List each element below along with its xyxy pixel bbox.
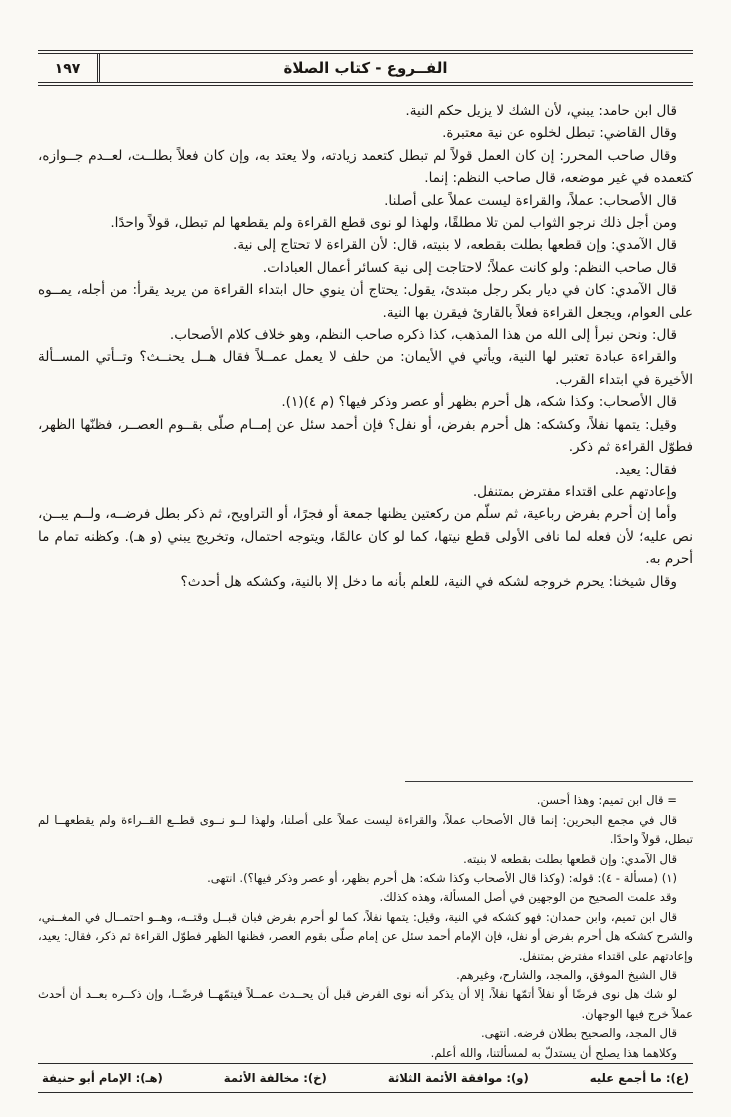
page-header [38, 50, 693, 86]
book-title: الفــروع - كتاب الصلاة [283, 59, 448, 77]
body-paragraph: قال الآمدي: وإن قطعها بطلت بقطعه، لا بنيته، قال: لأن القراءة لا تحتاج إلى نية. [233, 237, 677, 254]
body-paragraph: فقال: يعيد. [614, 461, 677, 478]
body-paragraph: والقراءة عبادة تعتبر لها النية، ويأتي في الأيمان: من حلف لا يعمل عمــلاً فقال هــل يحنــث؟ وتــأتي المســألة الأخيرة في ابتداء القرب. [38, 349, 693, 388]
footnote-paragraph: = قال ابن تميم: وهذا أحسن. [536, 793, 677, 808]
footnote-paragraph: قال المجد، والصحيح بطلان فرضه. انتهى. [480, 1026, 677, 1041]
footer-legend-item: (خ): مخالفة الأئمة [223, 1071, 327, 1085]
body-paragraph: وأما إن أحرم بفرض رباعية، ثم سلّم من ركعتين يظنها جمعة أو فجرًا، أو التراويح، ثم ذكر بطل فرضــه، ولــم يبــن، نص عليه؛ لأن فعله لما نافى الأولى قطع نيتها، كما لو كان عالمًا، ويتوجه احتمال، وتخريج يبني (و هـ). وكظنه تمام ما أحرم به. [38, 506, 693, 568]
footer-legend-item: (ع): ما أجمع عليه [589, 1071, 689, 1085]
body-text [38, 100, 693, 771]
page-number: ١٩٧ [38, 54, 100, 82]
footer-legend-item: (هـ): الإمام أبو حنيفة [42, 1071, 163, 1085]
body-paragraph: وقال القاضي: تبطل لخلوه عن نية معتبرة. [442, 125, 677, 142]
footnote-paragraph: (١) (مسألة - ٤): قوله: (وكذا قال الأصحاب وكذا شكه: هل أحرم بظهر، أو عصر وذكر فيها؟). انتهى. [207, 870, 677, 885]
body-paragraph: وقال شيخنا: يحرم خروجه لشكه في النية، للعلم بأنه ما دخل إلا بالنية، وكشكه هل أحدث؟ [180, 573, 677, 590]
footnote-paragraph: قال ابن تميم، وابن حمدان: فهو كشكه في النية، وقيل: يتمها نفلاً، كما لو أحرم بفرض فبان قبــل وقتــه، وهــو احتمــال في المغــني، والشرح كشكه هل أحرم بفرض أو نفل، فإن الإمام أحمد سئل عن إمام صلّى بقوم العصر، فظنها الظهر فطوّل القراءة ثم ذكر، فقال: يعيد، وإعادتهم على اقتداء مفترض بمتنفل. [38, 909, 693, 963]
footnote-paragraph: وكلاهما هذا يصلح أن يستدلّ به لمسألتنا، والله أعلم. [430, 1045, 677, 1060]
body-paragraph: وقال صاحب المحرر: إن كان العمل قولاً لم تبطل كتعمد زيادته، ولا يعتد به، وإن كان فعلاً بطلــت، لعــدم جــوازه، كتعمده في غير موضعه، قال صاحب النظم: إنما. [38, 147, 693, 187]
footnote-paragraph: قال في مجمع البحرين: إنما قال الأصحاب عملاً، والقراءة ليست عملاً على أصلنا، ولهذا لــو نــوى قطــع القــراءة ولم يقطعهــا لم تبطل، قولاً واحدًا. [38, 812, 693, 847]
body-paragraph: قال الأصحاب: وكذا شكه، هل أحرم بظهر أو عصر وذكر فيها؟ (م ٤)(١). [281, 394, 677, 411]
body-paragraph: قال: ونحن نبرأ إلى الله من هذا المذهب، كذا ذكره صاحب النظم، وهو خلاف كلام الأصحاب. [169, 327, 677, 344]
body-paragraph: قال ابن حامد: يبني، لأن الشك لا يزيل حكم النية. [405, 103, 677, 119]
body-paragraph: قال الأصحاب: عملاً، والقراءة ليست عملاً على أصلنا. [384, 192, 677, 209]
page-header-band [38, 53, 693, 83]
footnote-separator [405, 781, 693, 782]
footnote-paragraph: وقد علمت الصحيح من الوجهين في أصل المسألة، وهذه كذلك. [379, 890, 677, 905]
footnote-paragraph: قال الآمدي: وإن قطعها بطلت بقطعه لا بنيته. [463, 851, 677, 866]
footer-legend-item: (و): موافقة الأئمة الثلاثة [387, 1071, 529, 1085]
footnotes [38, 791, 693, 1063]
footnote-paragraph: لو شك هل نوى فرضًا أو نفلاً أتمّها نفلاً، إلا أن يذكر أنه نوى الفرض قبل أن يحــدث عمــلاً فيتمّهــا فرضًــا، وإن ذكــره بعــد أن أحدث عملاً خرج فيها الوجهان. [38, 987, 693, 1021]
footnote-paragraph: قال الشيخ الموفق، والمجد، والشارح، وغيرهم. [456, 967, 677, 982]
body-paragraph: ومن أجل ذلك نرجو الثواب لمن تلا مطلقًا، ولهذا لو نوى قطع القراءة ولم يقطعها لم تبطل، قولاً واحدًا. [110, 215, 677, 232]
footer-legend [38, 1063, 693, 1093]
body-paragraph: وإعادتهم على اقتداء مفترض بمتنفل. [472, 483, 677, 500]
body-paragraph: وقيل: يتمها نفلاً، وكشكه: هل أحرم بفرض، أو نفل؟ فإن أحمد سئل عن إمــام صلّى بقــوم العصــر، فظنّها الظهر، فطوّل القراءة ثم ذكر. [38, 416, 693, 456]
body-paragraph: قال صاحب النظم: ولو كانت عملاً؛ لاحتاجت إلى نية كسائر أعمال العبادات. [262, 259, 677, 276]
body-paragraph: قال الآمدي: كان في ديار بكر رجل مبتدئ، يقول: يحتاج أن ينوي حال ابتداء القراءة من يريد يقرأ: من أجله، يمــوه على العوام، ويجعل القراءة فعلاً بالقارئ فيقرن بها النية. [38, 282, 693, 321]
